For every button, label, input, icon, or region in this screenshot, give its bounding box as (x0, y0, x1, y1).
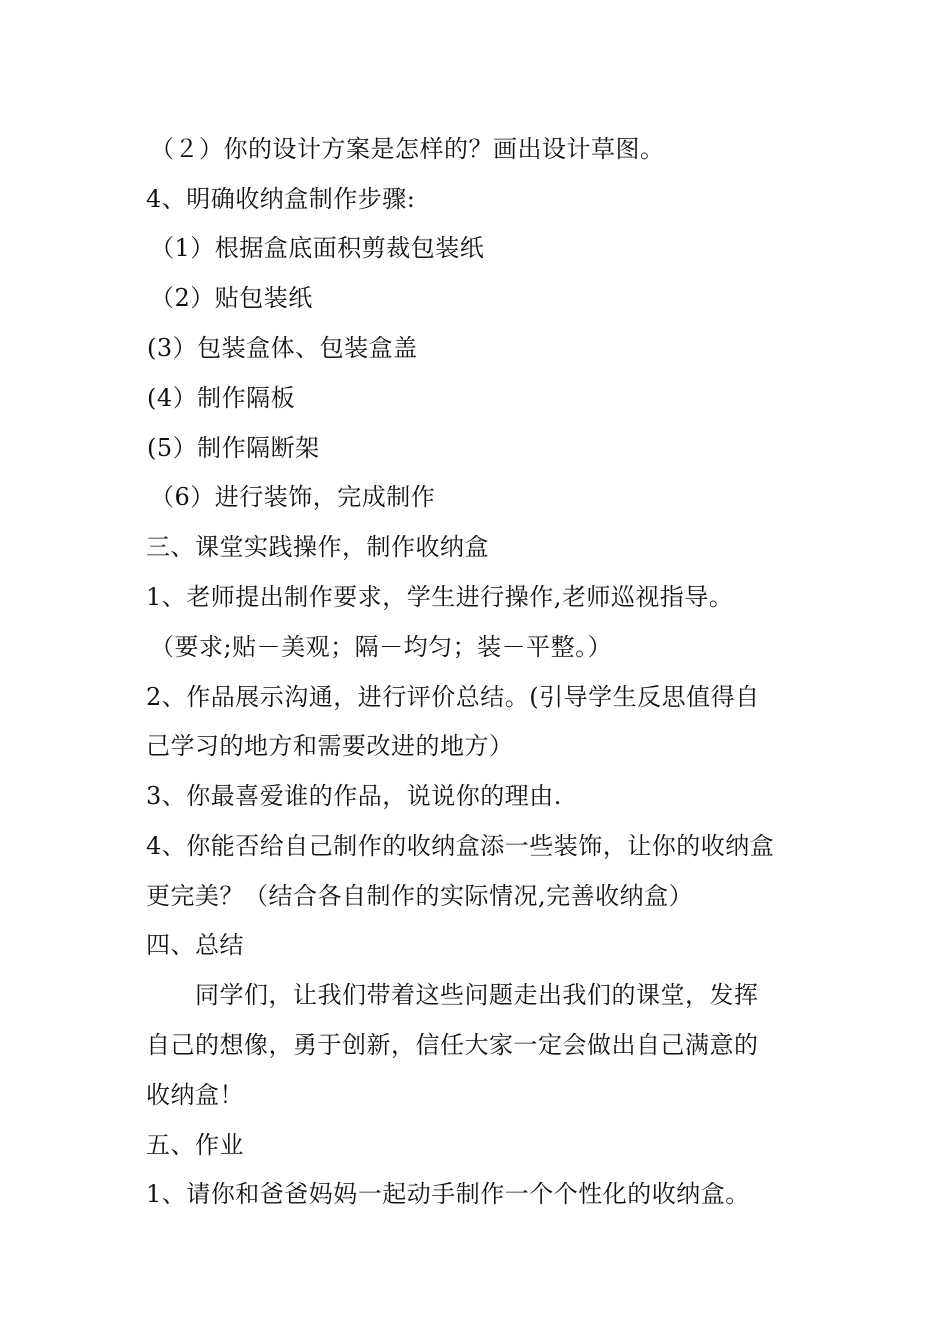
summary-paragraph-line-3: 收纳盒！ (146, 1081, 244, 1109)
homework-item-1: 1、请你和爸爸妈妈一起动手制作一个个性化的收纳盒。 (146, 1180, 750, 1208)
summary-paragraph-line-2: 自己的想像，勇于创新，信任大家一定会做出自己满意的 (146, 1031, 759, 1059)
step-6: （6）进行装饰，完成制作 (150, 483, 436, 511)
practice-item-2-continued: 己学习的地方和需要改进的地方） (146, 732, 514, 760)
section-four-heading: 四、总结 (146, 931, 244, 959)
summary-paragraph-line-1: 同学们，让我们带着这些问题走出我们的课堂，发挥 (195, 981, 759, 1009)
step-1: （1）根据盒底面积剪裁包装纸 (150, 234, 485, 262)
practice-item-4-continued: 更完美？（结合各自制作的实际情况,完善收纳盒） (146, 882, 694, 910)
practice-item-2: 2、作品展示沟通，进行评价总结。(引导学生反思值得自 (146, 683, 760, 711)
practice-requirements: （要求;贴－美观；隔－均匀；装－平整。） (150, 633, 613, 661)
step-5: (5）制作隔断架 (147, 434, 320, 462)
step-4: (4）制作隔板 (147, 384, 296, 412)
step-2: （2）贴包装纸 (150, 284, 313, 312)
practice-item-4: 4、你能否给自己制作的收纳盒添一些装饰，让你的收纳盒 (146, 832, 775, 860)
section-three-heading: 三、课堂实践操作，制作收纳盒 (146, 533, 489, 561)
step-3: (3）包装盒体、包装盒盖 (147, 334, 418, 362)
design-question-line: （２）你的设计方案是怎样的？画出设计草图。 (150, 135, 665, 163)
practice-item-1: 1、老师提出制作要求，学生进行操作,老师巡视指导。 (146, 583, 734, 611)
steps-heading: 4、明确收纳盒制作步骤: (146, 185, 416, 213)
section-five-heading: 五、作业 (146, 1131, 244, 1159)
practice-item-3: 3、你最喜爱谁的作品，说说你的理由. (146, 782, 562, 810)
